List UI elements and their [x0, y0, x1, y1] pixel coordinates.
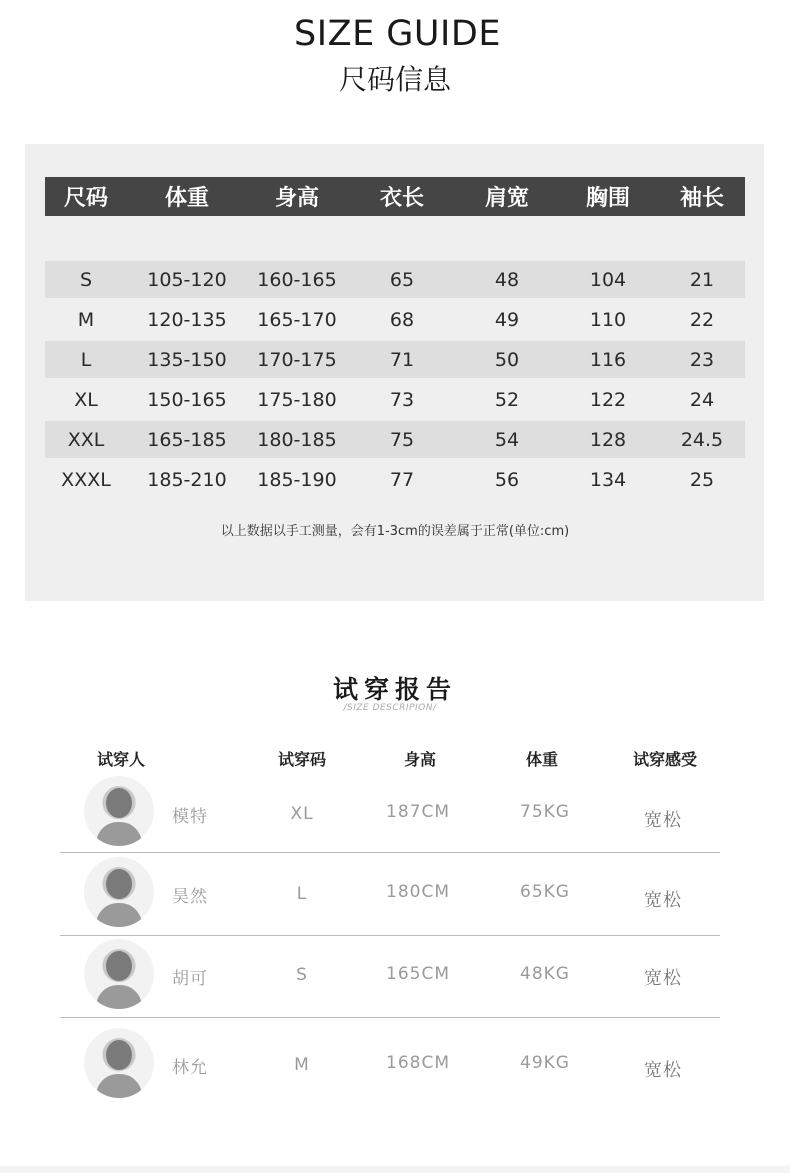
cell-chest: 104 [589, 268, 627, 291]
header-tester: 试穿人 [96, 750, 145, 769]
cell-sleeve: 21 [689, 268, 715, 291]
list-item [60, 853, 720, 936]
cell-weight: 165-185 [147, 428, 227, 451]
cell-sleeve: 22 [689, 308, 715, 331]
cell-shoulder: 56 [494, 468, 520, 491]
tester-height: 187CM [386, 802, 450, 822]
table-row [45, 341, 745, 378]
cell-shoulder: 54 [494, 428, 520, 451]
cell-size: XXL [67, 428, 105, 451]
tester-height: 180CM [386, 882, 450, 902]
cell-sleeve: 24.5 [680, 428, 724, 451]
tester-feel: 宽松 [644, 1060, 682, 1081]
cell-weight: 150-165 [147, 388, 227, 411]
title-chinese: 尺码信息 [338, 63, 451, 96]
cell-length: 68 [389, 308, 415, 331]
bottom-divider [0, 1166, 790, 1173]
header-shoulder: 肩宽 [484, 186, 529, 211]
measurement-note: 以上数据以手工测量，会有1-3cm的误差属于正常(单位:cm) [220, 524, 570, 539]
report-subtitle: /SIZE DESCRIPION/ [343, 703, 437, 713]
cell-sleeve: 23 [689, 348, 715, 371]
tester-feel: 宽松 [644, 968, 682, 989]
tester-height: 168CM [386, 1053, 450, 1073]
cell-size: L [80, 348, 92, 371]
header-chest: 胸围 [585, 186, 630, 211]
avatar [84, 939, 154, 1009]
cell-height: 180-185 [257, 428, 337, 451]
table-row [45, 421, 745, 458]
cell-length: 65 [389, 268, 415, 291]
table-row [45, 261, 745, 298]
avatar [84, 776, 154, 846]
header-size: 尺码 [63, 186, 108, 211]
header-height: 身高 [403, 750, 436, 769]
cell-sleeve: 25 [689, 468, 715, 491]
cell-chest: 128 [589, 428, 627, 451]
cell-height: 175-180 [257, 388, 337, 411]
tester-size: L [296, 884, 308, 904]
header-try-size: 试穿码 [277, 750, 326, 769]
cell-weight: 135-150 [147, 348, 227, 371]
cell-sleeve: 24 [689, 388, 715, 411]
cell-length: 71 [389, 348, 415, 371]
cell-size: XL [74, 388, 98, 411]
header-weight: 体重 [525, 750, 558, 769]
cell-chest: 134 [589, 468, 627, 491]
size-table-header [45, 177, 745, 216]
cell-size: M [77, 308, 95, 331]
tester-name: 胡可 [172, 969, 208, 989]
cell-height: 160-165 [257, 268, 337, 291]
table-row [45, 461, 745, 498]
cell-weight: 185-210 [147, 468, 227, 491]
cell-height: 185-190 [257, 468, 337, 491]
cell-shoulder: 50 [494, 348, 520, 371]
header-length: 衣长 [379, 186, 424, 211]
cell-chest: 122 [589, 388, 627, 411]
cell-weight: 120-135 [147, 308, 227, 331]
avatar [84, 857, 154, 927]
tester-name: 昊然 [172, 887, 208, 907]
cell-height: 165-170 [257, 308, 337, 331]
tester-weight: 48KG [520, 964, 570, 984]
list-item [60, 1018, 720, 1118]
cell-length: 77 [389, 468, 415, 491]
tester-feel: 宽松 [644, 890, 682, 911]
table-row [45, 301, 745, 338]
cell-chest: 110 [589, 308, 627, 331]
table-row [45, 381, 745, 418]
tester-height: 165CM [386, 964, 450, 984]
cell-shoulder: 52 [494, 388, 520, 411]
tester-size: XL [290, 804, 314, 824]
cell-length: 73 [389, 388, 415, 411]
cell-shoulder: 49 [494, 308, 520, 331]
header-feel: 试穿感受 [632, 750, 697, 769]
cell-length: 75 [389, 428, 415, 451]
tester-weight: 75KG [520, 802, 570, 822]
cell-weight: 105-120 [147, 268, 227, 291]
cell-chest: 116 [589, 348, 627, 371]
list-item [60, 935, 720, 1018]
tester-weight: 49KG [520, 1053, 570, 1073]
cell-size: S [79, 268, 93, 291]
tester-feel: 宽松 [644, 810, 682, 831]
report-title: 试穿报告 [332, 675, 457, 704]
list-item [60, 770, 720, 853]
tester-size: M [294, 1055, 310, 1075]
header-sleeve: 袖长 [679, 186, 724, 211]
tester-name: 模特 [172, 807, 208, 827]
cell-height: 170-175 [257, 348, 337, 371]
tester-name: 林允 [172, 1058, 208, 1078]
cell-shoulder: 48 [494, 268, 520, 291]
tester-weight: 65KG [520, 882, 570, 902]
header-height: 身高 [274, 186, 319, 211]
cell-size: XXXL [61, 468, 111, 491]
tester-size: S [296, 965, 308, 985]
header-weight: 体重 [164, 186, 209, 211]
avatar [84, 1028, 154, 1098]
title-english: SIZE GUIDE [294, 14, 501, 54]
